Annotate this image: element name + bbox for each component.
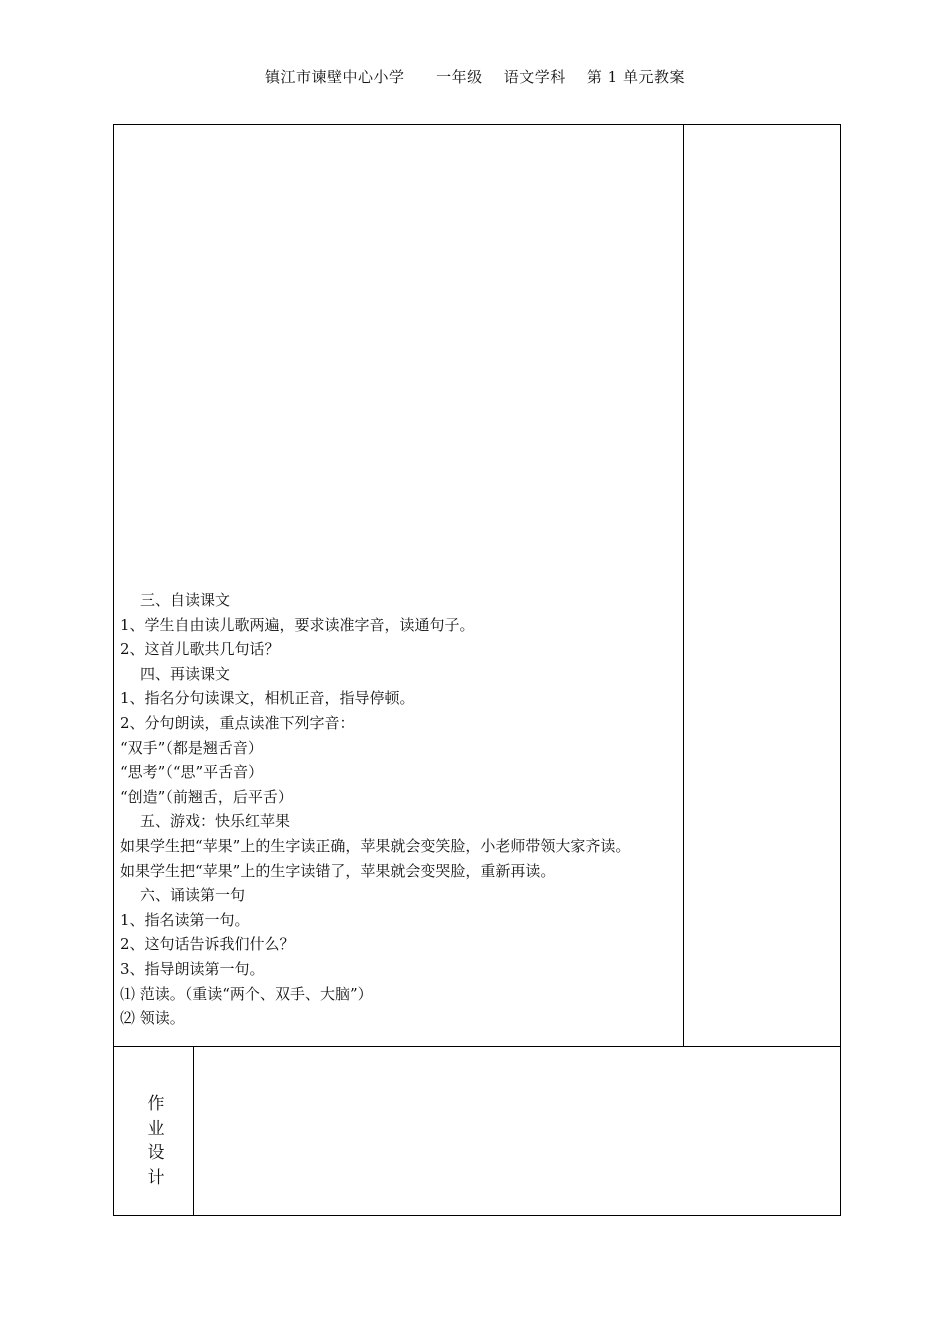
homework-label-char: 业: [147, 1118, 165, 1139]
lesson-line: 六、诵读第一句: [140, 886, 246, 905]
subject-label: 语文学科: [503, 68, 566, 86]
lesson-line: 1、指名读第一句。: [120, 910, 250, 929]
lesson-line: 2、这句话告诉我们什么？: [120, 935, 295, 954]
lesson-line: 五、游戏：快乐红苹果: [140, 812, 291, 831]
page-header: [0, 66, 950, 87]
lesson-line: ⑴ 范读。（重读“两个、双手、大脑”）: [120, 984, 373, 1003]
lesson-line: “思考”（“思”平舌音）: [120, 763, 264, 782]
lesson-line: 1、学生自由读儿歌两遍，要求读准字音，读通句子。: [120, 615, 475, 634]
table-top-border: [113, 124, 841, 125]
grade-label: 一年级: [436, 68, 483, 86]
homework-design-label: [138, 1092, 174, 1190]
homework-label-char: 设: [147, 1143, 165, 1163]
unit-label: 第 1 单元教案: [586, 68, 685, 86]
lesson-line: “创造”（前翘舌，后平舌）: [120, 787, 293, 806]
homework-row-divider: [113, 1046, 841, 1047]
lesson-line: “双手”（都是翘舌音）: [120, 738, 263, 757]
homework-label-char: 计: [147, 1167, 165, 1188]
table-right-border: [840, 124, 841, 1216]
lesson-line: 四、再读课文: [140, 664, 231, 683]
lesson-line: 1、指名分句读课文，相机正音，指导停顿。: [120, 689, 415, 708]
lesson-line: 2、分句朗读，重点读准下列字音：: [120, 713, 355, 732]
table-left-border: [113, 124, 114, 1216]
lesson-line: 2、这首儿歌共几句话？: [120, 640, 280, 659]
lesson-content: [120, 588, 685, 1031]
lesson-line: 如果学生把“苹果”上的生字读正确，苹果就会变笑脸，小老师带领大家齐读。: [120, 836, 631, 855]
lesson-line: 3、指导朗读第一句。: [120, 959, 265, 978]
lesson-line: ⑵ 领读。: [120, 1009, 185, 1028]
lesson-line: 三、自读课文: [140, 591, 231, 609]
homework-label-char: 作: [147, 1094, 165, 1114]
homework-label-divider: [193, 1046, 194, 1216]
table-bottom-border: [113, 1215, 841, 1216]
lesson-line: 如果学生把“苹果”上的生字读错了，苹果就会变哭脸，重新再读。: [120, 861, 556, 880]
school-name: 镇江市谏壁中心小学: [265, 68, 405, 86]
